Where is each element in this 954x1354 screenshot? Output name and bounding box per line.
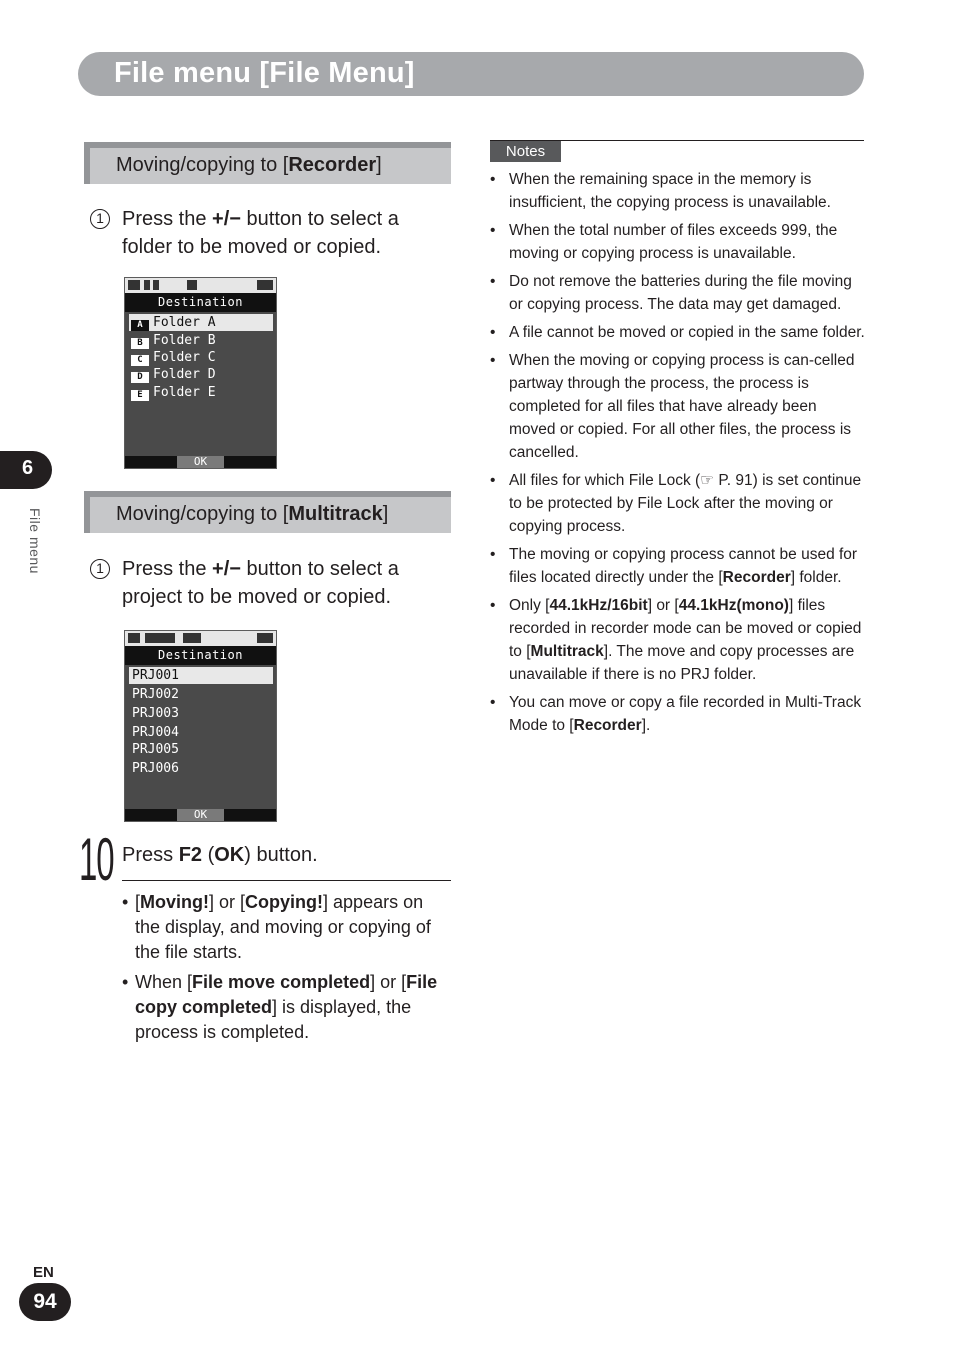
screen-footer <box>125 809 276 821</box>
folder-icon: C <box>131 355 149 366</box>
chapter-number: 6 <box>22 457 34 479</box>
step-text: Press the +/− button to select a folder to be moved or copied. <box>122 208 399 258</box>
note-item: • You can move or copy a file recorded in Multi-Track Mode to [Recorder]. <box>490 691 866 737</box>
project-item[interactable]: PRJ002 <box>132 687 179 702</box>
folder-icon: D <box>131 372 149 383</box>
mic-icon <box>144 280 150 290</box>
chapter-tab <box>0 451 52 489</box>
status-bar <box>125 631 276 646</box>
note-item: • Do not remove the batteries during the file moving or copying process. The data may get damaged. <box>490 270 866 316</box>
screen-title: Destination <box>125 293 276 312</box>
screen-title: Destination <box>125 646 276 665</box>
page-header-bar <box>78 52 864 96</box>
battery-icon <box>257 280 273 290</box>
folder-item[interactable]: E Folder E <box>129 384 273 401</box>
folder-icon: B <box>131 338 149 349</box>
chapter-side-label: File menu <box>27 508 43 574</box>
screen-footer <box>125 456 276 468</box>
page-title: File menu [File Menu] <box>114 57 415 89</box>
folder-item[interactable]: B Folder B <box>129 332 273 349</box>
battery-icon <box>257 633 273 643</box>
note-item: • When the remaining space in the memory is insufficient, the copying process is unavailable. <box>490 168 866 214</box>
folder-item[interactable]: D Folder D <box>129 366 273 383</box>
mode-icon <box>187 280 197 290</box>
device-screen-recorder <box>124 277 277 469</box>
section-heading-recorder <box>84 142 451 184</box>
step-1-multitrack <box>90 555 430 611</box>
folder-icon: E <box>131 390 149 401</box>
folder-item[interactable]: C Folder C <box>129 349 273 366</box>
note-item: • When the moving or copying process is can-celled partway through the process, the process is completed for all files that have already been moved or copied. For all other files, the process is cancelled. <box>490 349 866 464</box>
language-label: EN <box>33 1264 54 1281</box>
notes-label: Notes <box>490 141 561 162</box>
project-item[interactable]: PRJ001 <box>129 667 273 684</box>
step-10-divider <box>122 880 451 881</box>
step-10-bullet: • [Moving!] or [Copying!] appears on the display, and moving or copying of the file starts. <box>122 890 452 965</box>
section-heading-multitrack <box>84 491 451 533</box>
project-item[interactable]: PRJ004 <box>132 725 179 740</box>
note-item: • The moving or copying process cannot be used for files located directly under the [Recorder] folder. <box>490 543 866 589</box>
project-item[interactable]: PRJ005 <box>132 742 179 757</box>
step-10-number: 10 <box>79 826 114 893</box>
step-number-circle: 1 <box>90 559 110 579</box>
step-text: Press the +/− button to select a project to be moved or copied. <box>122 558 399 608</box>
note-item: • A file cannot be moved or copied in the same folder. <box>490 321 866 344</box>
notes-list <box>490 168 866 742</box>
step-10-title: Press F2 (OK) button. <box>122 844 318 866</box>
folder-item[interactable]: A Folder A <box>129 314 273 331</box>
ok-softkey[interactable]: OK <box>177 456 224 468</box>
mode-icon <box>183 633 201 643</box>
note-item: • All files for which File Lock (☞ P. 91) is set continue to be protected by File Lock after the moving or copying process. <box>490 469 866 538</box>
section-heading-text: Moving/copying to [Multitrack] <box>116 503 389 525</box>
note-item: • Only [44.1kHz/16bit] or [44.1kHz(mono)] files recorded in recorder mode can be moved or copied to [Multitrack]. The move and copy processes are unavailable if there is no PRJ folder. <box>490 594 866 686</box>
step-10-bullet: • When [File move completed] or [File copy completed] is displayed, the process is completed. <box>122 970 452 1045</box>
note-item: • When the total number of files exceeds 999, the moving or copying process is unavailable. <box>490 219 866 265</box>
folder-icon: A <box>131 320 149 331</box>
device-screen-multitrack <box>124 630 277 822</box>
level-icon <box>153 280 159 290</box>
status-bar <box>125 278 276 293</box>
section-heading-text: Moving/copying to [Recorder] <box>116 154 382 176</box>
page-number: 94 <box>19 1283 71 1321</box>
step-10-bullets <box>122 890 452 1050</box>
step-number-circle: 1 <box>90 209 110 229</box>
step-1-recorder <box>90 205 430 261</box>
sd-icon <box>128 633 140 643</box>
sd-icon <box>128 280 140 290</box>
limit-icon <box>145 633 175 643</box>
project-item[interactable]: PRJ003 <box>132 706 179 721</box>
project-item[interactable]: PRJ006 <box>132 761 179 776</box>
ok-softkey[interactable]: OK <box>177 809 224 821</box>
